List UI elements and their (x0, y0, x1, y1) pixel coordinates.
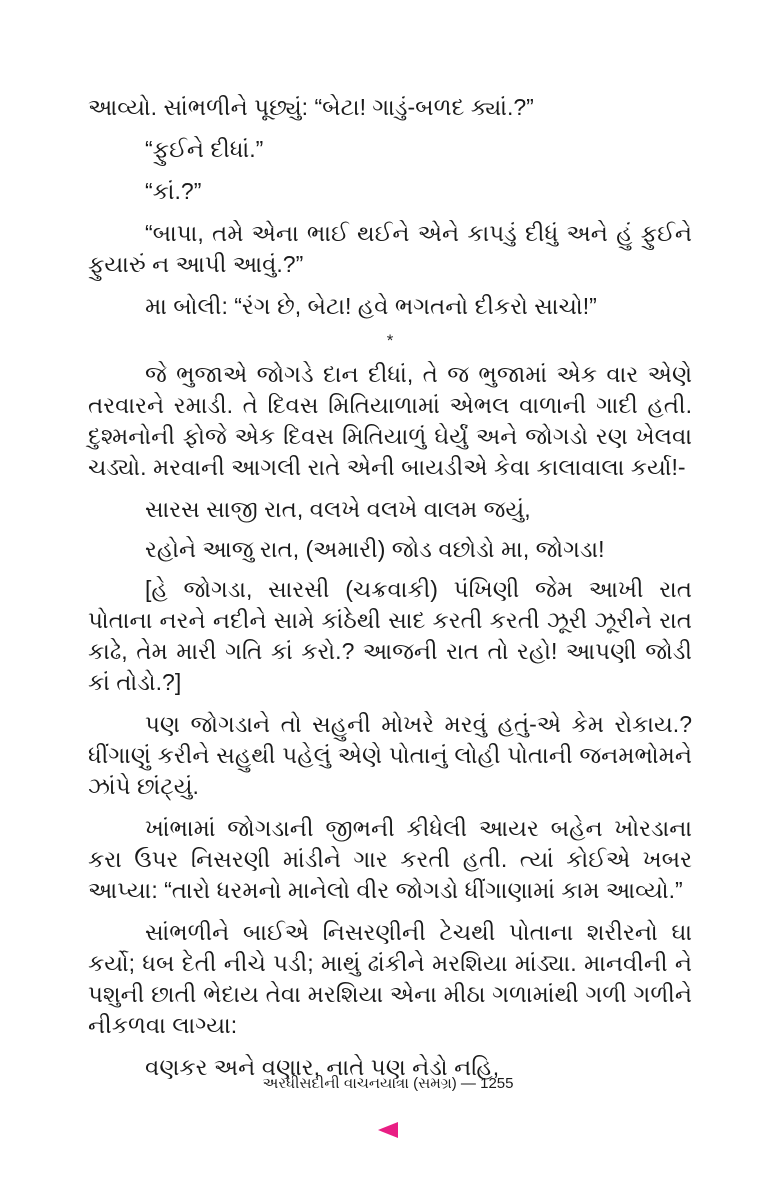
page-text-block (88, 92, 692, 1092)
verse-line: વણકર અને વણાર, નાતે પણ નેડો નહિ, (145, 1054, 500, 1080)
dialogue-line: “ફુઈને દીધાં.” (145, 136, 264, 162)
prev-page-arrow-icon[interactable] (378, 1122, 398, 1138)
body-paragraph: પણ જોગડાને તો સહુની મોખરે મરવું હતું-એ કેમ રોકાય.? ધીંગાણું કરીને સહુથી પહેલું એણે પોતાનું લોહી પોતાની જનમભોમને ઝાંપે છાંટ્યું. (88, 711, 692, 799)
running-footer: અરધીસદીની વાચનયાત્રા (સમગ્ર) — 1255 (262, 1075, 514, 1092)
body-paragraph: સાંભળીને બાઈએ નિસરણીની ટેચથી પોતાના શરીરનો ઘા કર્યો; ધબ દેતી નીચે પડી; માથું ઢાંકીને મરશિયા માંડ્યા. માનવીની ને પશુની છાતી ભેદાય તેવા મરશિયા એના મીઠા ગળામાંથી ગળી ગળીને નીકળવા લાગ્યા: (88, 919, 692, 1038)
body-paragraph: ખાંભામાં જોગડાની જીભની કીધેલી આયર બહેન ખોરડાના કરા ઉપર નિસરણી માંડીને ગાર કરતી હતી. ત્યાં કોઈએ ખબર આપ્યા: “તારો ધરમનો માનેલો વીર જોગડો ધીંગાણામાં કામ આવ્યો.” (88, 815, 692, 903)
section-separator-asterisk: * (386, 331, 394, 350)
dialogue-line: “બાપા, તમે એના ભાઈ થઈને એને કાપડું દીધું અને હું ફુઈને ફુયારું ન આપી આવું.?” (88, 220, 692, 277)
verse-line: રહોને આજુ રાત, (અમારી) જોડ વછોડો મા, જોગડા! (145, 536, 605, 562)
body-paragraph: જે ભુજાએ જોગડે દાન દીધાં, તે જ ભુજામાં એક વાર એણે તરવારને રમાડી. તે દિવસ મિતિયાળામાં એભલ વાળાની ગાદી હતી. દુશ્મનોની ફોજે એક દિવસ મિતિયાળું ઘેર્યું અને જોગડો રણ ખેલવા ચડ્યો. મરવાની આગલી રાતે એની બાયડીએ કેવા કાલાવાલા કર્યા!- (88, 361, 692, 480)
dialogue-line: મા બોલી: “રંગ છે, બેટા! હવે ભગતનો દીકરો સાચો!” (145, 293, 597, 319)
dialogue-line: “કાં.?” (145, 178, 202, 204)
paragraph-continuation: આવ્યો. સાંભળીને પૂછ્યું: “બેટા! ગાડું-બળદ ક્યાં.?” (88, 94, 534, 120)
body-paragraph: [હે જોગડા, સારસી (ચક્રવાકી) પંખિણી જેમ આખી રાત પોતાના નરને નદીને સામે કાંઠેથી સાદ કરતી કરતી ઝૂરી ઝૂરીને રાત કાઢે, તેમ મારી ગતિ કાં કરો.? આજની રાત તો રહો! આપણી જોડી કાં તોડો.?] (88, 576, 692, 695)
verse-line: સારસ સાજી રાત, વલખે વલખે વાલમ જયું, (145, 496, 531, 522)
